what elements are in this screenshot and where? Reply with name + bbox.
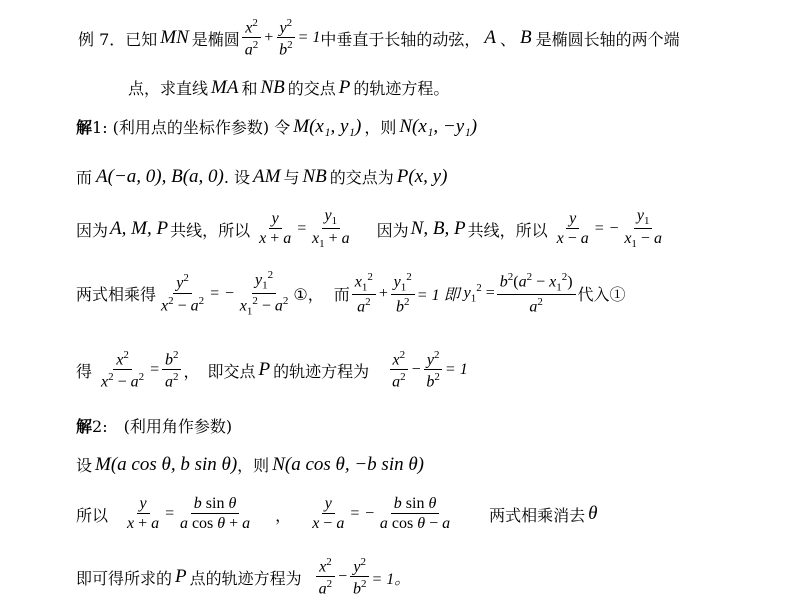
- text: 代入①: [577, 285, 626, 305]
- equals-one: = 1: [444, 361, 468, 379]
- line-nb: NB: [302, 165, 327, 187]
- text: 与: [283, 168, 300, 187]
- fraction-y1sq-over-x1sq-minus-a2: $\frac{y_1^2}{x_1^2 - a^2}$: [239, 269, 289, 318]
- segment-mn: MN: [160, 27, 189, 49]
- line-am: AM: [253, 165, 281, 187]
- text: 设: [76, 456, 93, 475]
- fraction-y-over-x-plus-a: $\frac{y}{x + a}$: [259, 210, 292, 248]
- text: 点的轨迹方程为: [189, 568, 302, 588]
- text: 的交点为: [329, 168, 394, 187]
- text: 的交点: [287, 79, 336, 98]
- equation-marker-1: ①，: [293, 285, 324, 305]
- equals-minus: = −: [593, 220, 620, 238]
- solution-label: 解: [76, 417, 93, 436]
- fraction-x2-a2: $\frac{x^2}{a^2}$: [242, 18, 262, 59]
- solution-1-header: [76, 115, 477, 138]
- chord-text: 中垂直于长轴的动弦，: [320, 29, 481, 49]
- text: 共线，所以: [467, 220, 548, 240]
- text: 因为: [376, 220, 409, 240]
- setup-line: [76, 165, 447, 188]
- problem-line-2: [128, 76, 449, 99]
- point-b: B: [520, 27, 532, 49]
- line-nb: NB: [260, 76, 285, 98]
- text: . 设: [223, 168, 251, 187]
- fraction-bsin-over-acos-plus-a: $\frac{\text{b sin θ}}{\text{a cos θ + a}}$: [179, 495, 251, 532]
- text: 而: [333, 285, 350, 305]
- fraction-bsin-over-acos-minus-a: $\frac{\text{b sin θ}}{\text{a cos θ − a}}$: [379, 495, 451, 532]
- fraction-y2-b2: $\frac{y^2}{b^2}$: [350, 557, 370, 598]
- n-coordinate: N(x₁, −y₁): [399, 115, 478, 137]
- fraction-y-over-x-plus-a: $\frac{y}{x + a}$: [127, 495, 160, 532]
- text: 而: [76, 168, 93, 187]
- points-nbp: N, B, P: [410, 218, 466, 240]
- eq-one: = 1: [297, 29, 321, 47]
- fraction-b2-a2: $\frac{b^2}{a^2}$: [162, 350, 182, 391]
- text: 所以: [76, 505, 109, 525]
- text: ，则: [364, 118, 397, 137]
- fraction-y2-b2: $\frac{y^2}{b^2}$: [423, 350, 443, 391]
- line-ma: MA: [211, 76, 239, 98]
- theta: θ: [588, 503, 598, 524]
- text: 2: (利用角作参数): [92, 417, 233, 436]
- collinear-line: 因为 A, M, P 共线，所以 $\frac{y}{x + a}$ = $\frac{y_1}{x_1 + a}$ 因为 N, B, P 共线，所以 $\frac{y}{x - a}$ = − $\frac{y_1}{x_1 - a}$: [76, 208, 667, 250]
- text: ， 即交点: [183, 361, 256, 381]
- ratio-line: 所以 $\frac{y}{x + a}$ = $\frac{\text{b sin θ}}{\text{a cos θ + a}}$ ， $\frac{y}{x - a}$ = − $\frac{\text{b sin θ}}{\text{a cos θ − a}}$ 两式相乘消去 θ: [76, 495, 598, 532]
- separator: 、: [500, 29, 517, 49]
- m-parametric: M(a cos θ, b sin θ): [95, 453, 238, 475]
- ellipse-text: 是椭圆: [191, 29, 240, 49]
- point-p: P: [175, 566, 187, 588]
- problem-line-1: 例 7．已知 MN 是椭圆 $\frac{x^2}{a^2}$ + $\frac{y^2}{b^2}$ = 1 中垂直于长轴的动弦， A 、 B 是椭圆长轴的两个端: [78, 17, 680, 59]
- fraction-y-over-x-minus-a: $\frac{y}{x - a}$: [312, 495, 345, 532]
- text: ，则: [237, 456, 270, 475]
- solution-2-header: [76, 414, 232, 437]
- point-p: P: [258, 359, 271, 381]
- text: 共线，所以: [170, 220, 251, 240]
- comma: ，: [275, 505, 292, 525]
- equals-minus: = −: [349, 505, 375, 522]
- text: 的轨迹方程为: [273, 361, 370, 381]
- points-amp: A, M, P: [110, 218, 169, 240]
- fraction-y1-over-x1-plus-a: $\frac{y_1}{x_1 + a}$: [312, 207, 350, 251]
- endpoints-text: 是椭圆长轴的两个端: [535, 29, 680, 49]
- fraction-y1sq-expression: $\frac{b^2(a^2 - x_1^2)}{a^2}$: [497, 272, 576, 316]
- result-line-2: 即可得所求的 P 点的轨迹方程为 $\frac{x^2}{a^2}$ − $\frac{y^2}{b^2}$ = 1。: [76, 556, 411, 598]
- fraction-x2-a2: $\frac{x^2}{a^2}$: [316, 557, 336, 598]
- text: 的轨迹方程。: [353, 79, 450, 98]
- fraction-x1sq-a2: $\frac{x_1^2}{a^2}$: [352, 272, 376, 316]
- result-line-1: 得 $\frac{x^2}{x^2 - a^2}$ = $\frac{b^2}{a^2}$ ， 即交点 P 的轨迹方程为 $\frac{x^2}{a^2}$ − $\frac{y^2}{b^2}$ = 1: [76, 349, 468, 391]
- a-b-coordinates: A(−a, 0), B(a, 0): [96, 165, 224, 187]
- p-coordinate: P(x, y): [396, 165, 448, 187]
- fraction-y-over-x-minus-a: $\frac{y}{x - a}$: [556, 210, 589, 248]
- text: 点，求直线: [128, 79, 209, 98]
- param-line: [76, 453, 424, 476]
- fraction-x2-over-x2-minus-a2: $\frac{x^2}{x^2 - a^2}$: [101, 349, 145, 391]
- example-label: 例 7．已知: [78, 29, 158, 49]
- equals-one: = 1。: [371, 570, 411, 588]
- fraction-y2-b2: $\frac{y^2}{b^2}$: [276, 18, 296, 59]
- fraction-y1-over-x1-minus-a: $\frac{y_1}{x_1 - a}$: [624, 207, 662, 251]
- text: 两式相乘消去: [489, 505, 586, 525]
- text: 即可得所求的: [76, 568, 173, 588]
- equals-one-ie: = 1 即: [416, 287, 460, 305]
- fraction-x2-a2: $\frac{x^2}{a^2}$: [389, 350, 409, 391]
- point-a: A: [484, 27, 497, 49]
- multiply-line: 两式相乘得 $\frac{y^2}{x^2 - a^2}$ = − $\frac{y_1^2}{x_1^2 - a^2}$ ①， 而 $\frac{x_1^2}{a^2}$ + $\frac{y_1^2}{b^2}$ = 1 即 $y_1^2$ = $\frac{b^2(a^2 - x_1^2)}{a^2}$ 代入①: [76, 269, 626, 318]
- text: 两式相乘得: [76, 285, 157, 305]
- m-coordinate: M(x₁, y₁): [293, 115, 362, 137]
- text: 1: (利用点的坐标作参数) 令: [92, 118, 291, 137]
- text: 得: [76, 361, 93, 381]
- n-parametric: N(a cos θ, −b sin θ): [272, 453, 425, 475]
- fraction-y1sq-b2: $\frac{y_1^2}{b^2}$: [391, 272, 415, 316]
- text: 因为: [76, 220, 109, 240]
- solution-label: 解: [76, 118, 93, 137]
- text: 和: [241, 79, 258, 98]
- fraction-y2-over-x2-minus-a2: $\frac{y^2}{x^2 - a^2}$: [161, 272, 205, 314]
- point-p: P: [338, 76, 351, 98]
